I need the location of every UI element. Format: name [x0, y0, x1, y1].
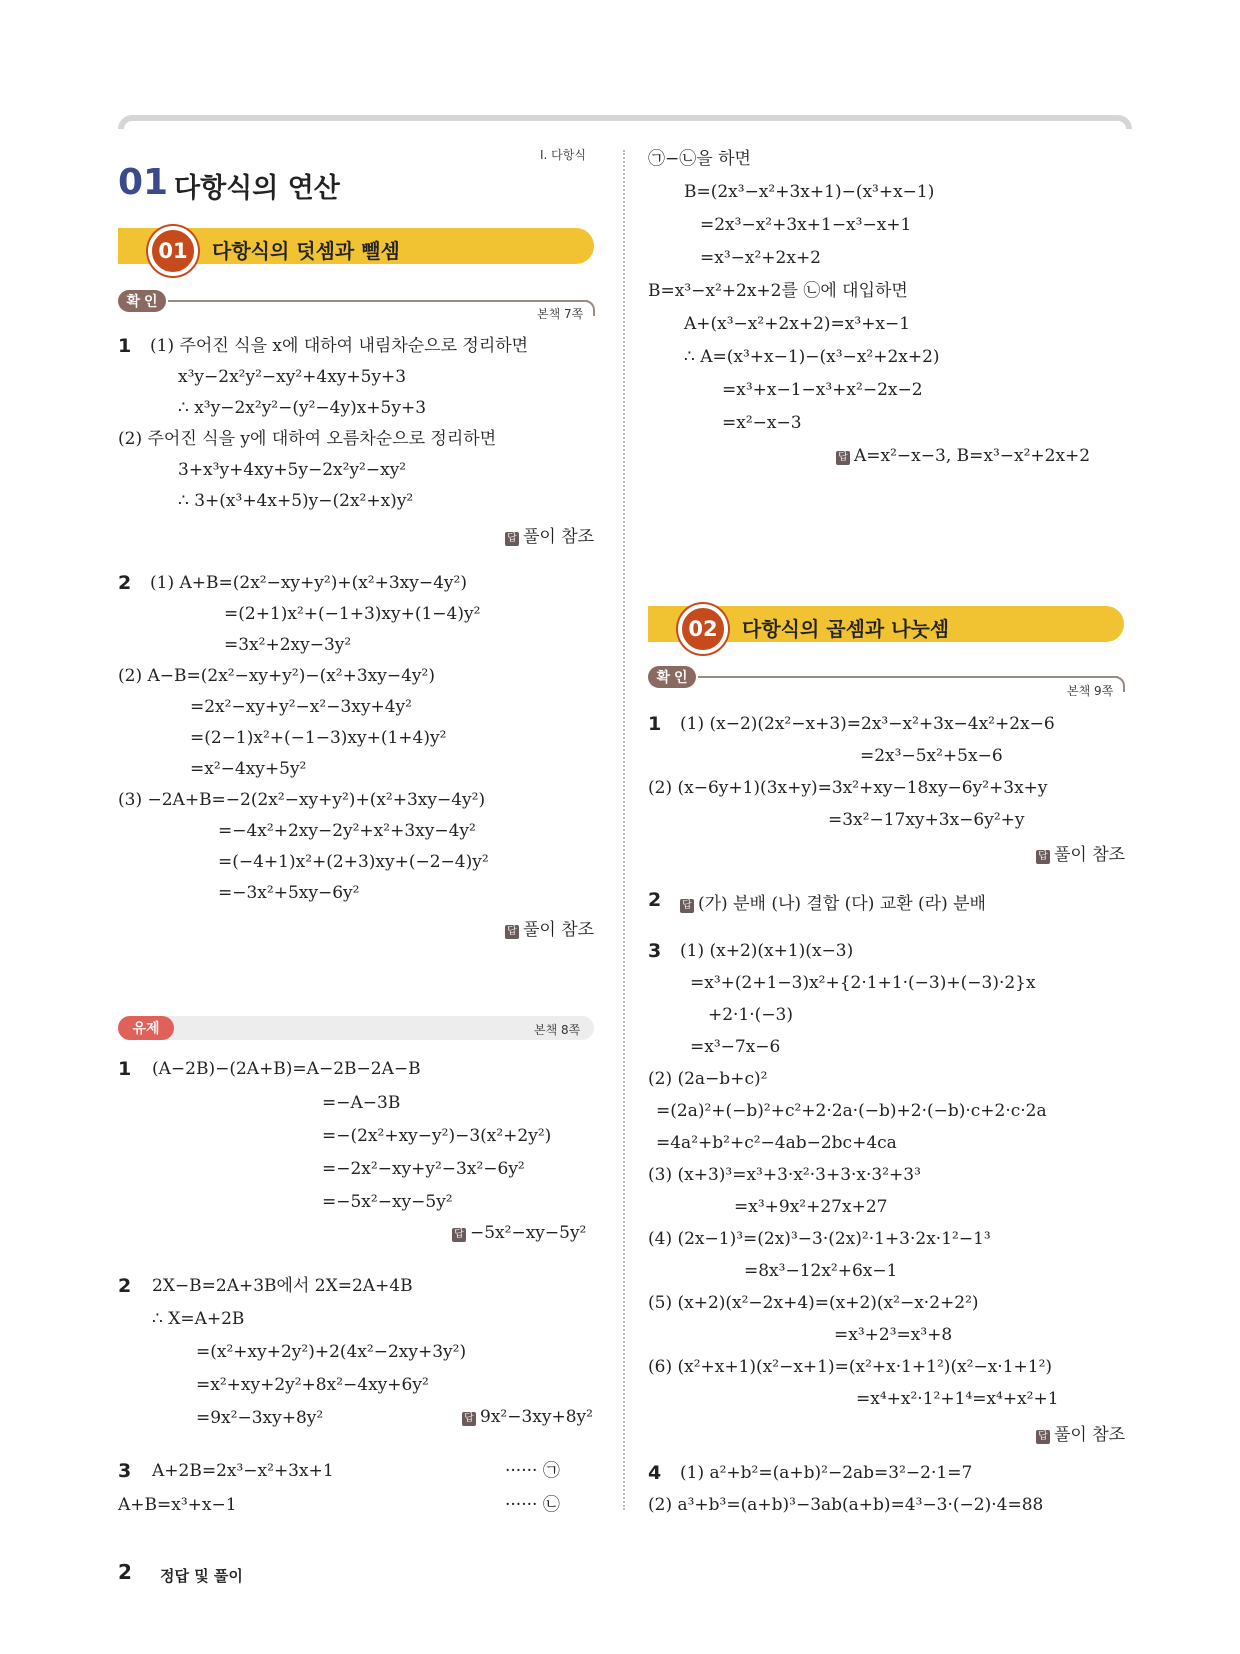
solution-line: =x³−x²+2x+2	[700, 248, 822, 268]
solution-line: (1) 주어진 식을 x에 대하여 내림차순으로 정리하면	[150, 336, 529, 356]
answer-practice-1	[452, 1223, 586, 1243]
solution-line: =x²−x−3	[722, 413, 802, 433]
solution-line: =(x²+xy+2y²)+2(4x²−2xy+3y²)	[196, 1342, 467, 1362]
top-frame-border	[118, 115, 1132, 129]
check-badge: 확인	[118, 290, 166, 312]
solution-line: B=x³−x²+2x+2를 ㉡에 대입하면	[648, 281, 908, 301]
solution-line: ∴ x³y−2x²y²−(y²−4y)x+5y+3	[178, 398, 427, 418]
column-divider	[623, 150, 625, 1510]
check-rule	[698, 676, 1118, 678]
problem-number: 4	[648, 1462, 662, 1484]
answer-text: 풀이 참조	[1054, 1425, 1126, 1445]
section-number-02: 02	[678, 604, 728, 654]
ref-page-8: 본책 8쪽	[534, 1023, 581, 1037]
solution-line: A+B=x³+x−1	[118, 1495, 237, 1515]
solution-line: (6) (x²+x+1)(x²−x+1)=(x²+x·1+1²)(x²−x·1+1²)	[648, 1357, 1053, 1377]
check-badge: 확인	[648, 666, 696, 688]
solution-line: (2) a³+b³=(a+b)³−3ab(a+b)=4³−3·(−2)·4=88	[648, 1495, 1044, 1515]
solution-line: (2) A−B=(2x²−xy+y²)−(x²+3xy−4y²)	[118, 666, 435, 686]
solution-line: (1) a²+b²=(a+b)²−2ab=3²−2·1=7	[680, 1463, 973, 1483]
answer-icon: 답	[505, 532, 519, 546]
answer-see-solution	[505, 915, 594, 940]
solution-line: (2) 주어진 식을 y에 대하여 오름차순으로 정리하면	[118, 429, 497, 449]
solution-line: (1) A+B=(2x²−xy+y²)+(x²+3xy−4y²)	[150, 573, 467, 593]
solution-line: =x³+2³=x³+8	[834, 1325, 953, 1345]
solution-line: =9x²−3xy+8y²	[196, 1408, 324, 1428]
solution-line: =(2+1)x²+(−1+3)xy+(1−4)y²	[224, 604, 481, 624]
solution-line: x³y−2x²y²−xy²+4xy+5y+3	[178, 367, 407, 387]
solution-line: =x³+x−1−x³+x²−2x−2	[722, 380, 923, 400]
check-rule	[168, 300, 588, 302]
solution-line: (2) (x−6y+1)(3x+y)=3x²+xy−18xy−6y²+3x+y	[648, 778, 1048, 798]
answer-icon: 답	[836, 451, 850, 465]
practice-bar	[118, 1016, 594, 1040]
answer-icon: 답	[505, 925, 519, 939]
solution-line: =2x²−xy+y²−x²−3xy+4y²	[190, 697, 412, 717]
solution-line: =(2a)²+(−b)²+c²+2·2a·(−b)+2·(−b)·c+2·c·2a	[656, 1101, 1047, 1121]
answer-see-solution	[1036, 1420, 1125, 1445]
solution-line: (A−2B)−(2A+B)=A−2B−2A−B	[152, 1059, 421, 1079]
answer-text: 풀이 참조	[523, 920, 595, 940]
solution-line: =x³−7x−6	[690, 1037, 781, 1057]
solution-line: =2x³−x²+3x+1−x³−x+1	[700, 215, 912, 235]
chapter-title: 다항식의 연산	[174, 173, 340, 204]
chapter-tag: I. 다항식	[540, 148, 586, 162]
answer-text: (가) 분배 (나) 결합 (다) 교환 (라) 분배	[698, 894, 986, 914]
solution-line: =8x³−12x²+6x−1	[744, 1261, 898, 1281]
problem-number: 1	[118, 335, 132, 357]
solution-line: =x²+xy+2y²+8x²−4xy+6y²	[196, 1375, 429, 1395]
ref-page-9: 본책 9쪽	[1067, 684, 1114, 698]
solution-line: ∴ 3+(x³+4x+5)y−(2x²+x)y²	[178, 491, 414, 511]
solution-line: +2·1·(−3)	[708, 1005, 794, 1025]
answer-see-solution	[505, 522, 594, 547]
solution-line: ∴ X=A+2B	[152, 1309, 245, 1329]
solution-line: (2) (2a−b+c)²	[648, 1069, 768, 1089]
solution-line: (3) −2A+B=−2(2x²−xy+y²)+(x²+3xy−4y²)	[118, 790, 486, 810]
equation-marker: ······ ㉠	[505, 1461, 560, 1481]
solution-line: 2X−B=2A+3B에서 2X=2A+4B	[152, 1276, 413, 1296]
solution-line: =3x²+2xy−3y²	[224, 635, 352, 655]
answer-text: 풀이 참조	[523, 527, 595, 547]
solution-line: B=(2x³−x²+3x+1)−(x³+x−1)	[684, 182, 935, 202]
solution-line: =2x³−5x²+5x−6	[860, 746, 1003, 766]
solution-line: (1) (x+2)(x+1)(x−3)	[680, 941, 854, 961]
answer-text: A=x²−x−3, B=x³−x²+2x+2	[854, 446, 1091, 466]
solution-line: =−(2x²+xy−y²)−3(x²+2y²)	[322, 1126, 552, 1146]
check-rule-end	[1115, 676, 1125, 692]
answer-practice-3	[836, 446, 1090, 466]
solution-line: (5) (x+2)(x²−2x+4)=(x+2)(x²−x·2+2²)	[648, 1293, 979, 1313]
answer-see-solution	[1036, 840, 1125, 865]
solution-line: (3) (x+3)³=x³+3·x²·3+3·x·3²+3³	[648, 1165, 921, 1185]
solution-line: =−4x²+2xy−2y²+x²+3xy−4y²	[218, 821, 476, 841]
problem-number: 3	[118, 1460, 132, 1482]
answer-icon: 답	[1036, 850, 1050, 864]
answer-text: 풀이 참조	[1054, 845, 1126, 865]
problem-number: 1	[648, 713, 662, 735]
solution-line: =−5x²−xy−5y²	[322, 1192, 453, 1212]
answer-icon: 답	[680, 899, 694, 913]
solution-line: =−2x²−xy+y²−3x²−6y²	[322, 1159, 525, 1179]
solution-line: =x²−4xy+5y²	[190, 759, 307, 779]
section-number-01: 01	[148, 226, 198, 276]
answer-text: 9x²−3xy+8y²	[480, 1407, 593, 1427]
answer-icon: 답	[452, 1228, 466, 1242]
solution-line: =−A−3B	[322, 1093, 401, 1113]
answer-practice-2	[462, 1407, 593, 1427]
ref-page-7: 본책 7쪽	[537, 307, 584, 321]
answer-check-2	[680, 889, 986, 914]
solution-line: =x³+(2+1−3)x²+{2·1+1·(−3)+(−3)·2}x	[690, 973, 1036, 993]
solution-line: =x³+9x²+27x+27	[734, 1197, 888, 1217]
answer-icon: 답	[462, 1412, 476, 1426]
practice-badge: 유제	[118, 1016, 174, 1040]
problem-number: 3	[648, 940, 662, 962]
problem-number: 2	[118, 572, 132, 594]
solution-line: A+2B=2x³−x²+3x+1	[152, 1461, 334, 1481]
solution-line: =(2−1)x²+(−1−3)xy+(1+4)y²	[190, 728, 447, 748]
solution-line: =(−4+1)x²+(2+3)xy+(−2−4)y²	[218, 852, 489, 872]
solution-line: ∴ A=(x³+x−1)−(x³−x²+2x+2)	[684, 347, 940, 367]
check-rule-end	[585, 300, 595, 316]
problem-number: 2	[648, 889, 662, 911]
equation-marker: ······ ㉡	[505, 1495, 560, 1515]
answer-text: −5x²−xy−5y²	[470, 1223, 587, 1243]
solution-line: =3x²−17xy+3x−6y²+y	[828, 810, 1025, 830]
answer-icon: 답	[1036, 1430, 1050, 1444]
chapter-number: 01	[118, 162, 169, 203]
section-title-02: 다항식의 곱셈과 나눗셈	[742, 617, 950, 641]
solution-line: =4a²+b²+c²−4ab−2bc+4ca	[656, 1133, 897, 1153]
solution-line: (1) (x−2)(2x²−x+3)=2x³−x²+3x−4x²+2x−6	[680, 714, 1055, 734]
footer-title: 정답 및 풀이	[160, 1567, 243, 1585]
problem-number: 2	[118, 1275, 132, 1297]
section-title-01: 다항식의 덧셈과 뺄셈	[212, 239, 400, 263]
solution-line: =−3x²+5xy−6y²	[218, 883, 360, 903]
page-number: 2	[118, 1560, 132, 1584]
solution-line: =x⁴+x²·1²+1⁴=x⁴+x²+1	[856, 1389, 1059, 1409]
solution-line: (4) (2x−1)³=(2x)³−3·(2x)²·1+3·2x·1²−1³	[648, 1229, 991, 1249]
solution-line: ㉠−㉡을 하면	[648, 149, 751, 169]
problem-number: 1	[118, 1058, 132, 1080]
solution-line: 3+x³y+4xy+5y−2x²y²−xy²	[178, 460, 407, 480]
solution-line: A+(x³−x²+2x+2)=x³+x−1	[684, 314, 911, 334]
